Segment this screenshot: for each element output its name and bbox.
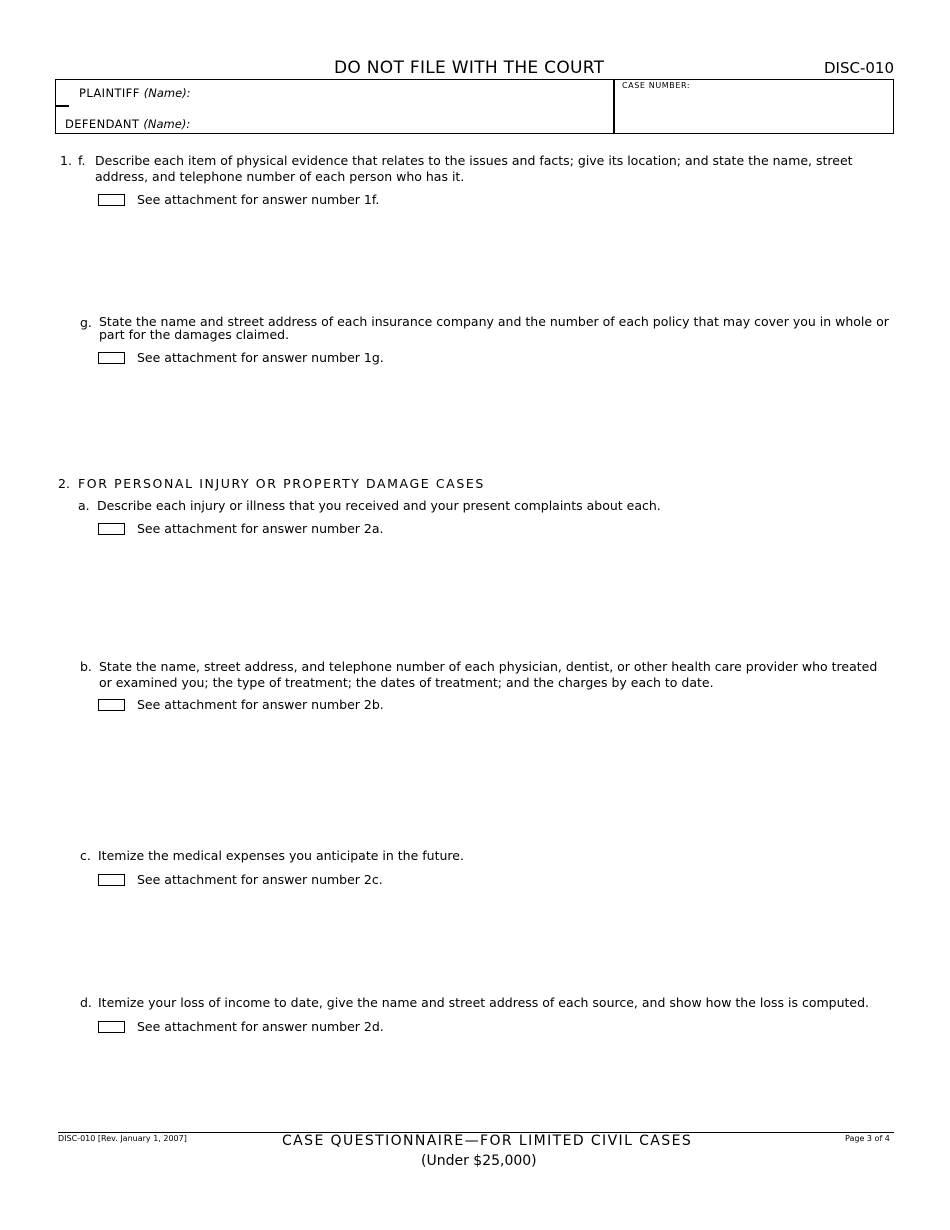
caption-box — [55, 79, 894, 134]
section-heading: FOR PERSONAL INJURY OR PROPERTY DAMAGE CASES — [78, 476, 485, 491]
footer-revision: DISC-010 [Rev. January 1, 2007] — [58, 1134, 187, 1143]
attachment-2a[interactable] — [98, 521, 384, 536]
page-number: Page 3 of 4 — [845, 1134, 890, 1143]
question-1f-text: Describe each item of physical evidence that relates to the issues and facts; give its location; and state the name, street address, and telephone number of each person who has it. — [95, 153, 853, 184]
section-number: 2. — [58, 476, 70, 491]
question-letter: b. — [80, 659, 92, 674]
attachment-2c[interactable] — [98, 872, 383, 887]
checkbox[interactable] — [98, 194, 125, 206]
question-2d-text: Itemize your loss of income to date, give the name and street address of each source, and show how the loss is computed. — [98, 995, 870, 1010]
footer-title: CASE QUESTIONNAIRE—FOR LIMITED CIVIL CASES — [282, 1133, 693, 1149]
checkbox[interactable] — [98, 699, 125, 711]
caption-divider — [613, 80, 615, 133]
attachment-2b[interactable] — [98, 697, 384, 712]
checkbox[interactable] — [98, 874, 125, 886]
question-letter: c. — [80, 848, 91, 863]
attachment-label: See attachment for answer number 1g. — [137, 350, 384, 365]
plaintiff-field[interactable] — [79, 86, 191, 100]
attachment-label: See attachment for answer number 2c. — [137, 872, 383, 887]
checkbox[interactable] — [98, 352, 125, 364]
caption-tick — [56, 105, 69, 107]
attachment-label: See attachment for answer number 2a. — [137, 521, 384, 536]
footer-subtitle: (Under $25,000) — [421, 1153, 537, 1169]
question-letter: d. — [80, 995, 92, 1010]
case-number-label: CASE NUMBER: — [622, 81, 691, 90]
defendant-name-hint: (Name): — [143, 117, 191, 131]
plaintiff-name-hint: (Name): — [143, 86, 191, 100]
defendant-field[interactable] — [65, 117, 190, 131]
attachment-label: See attachment for answer number 2b. — [137, 697, 384, 712]
question-2c-text: Itemize the medical expenses you anticipate in the future. — [98, 848, 464, 863]
attachment-1g[interactable] — [98, 350, 384, 365]
question-number: 1. — [60, 153, 72, 168]
defendant-label: DEFENDANT — [65, 117, 140, 131]
checkbox[interactable] — [98, 1021, 125, 1033]
attachment-label: See attachment for answer number 2d. — [137, 1019, 384, 1034]
page-title: DO NOT FILE WITH THE COURT — [334, 58, 605, 78]
question-1g-text: State the name and street address of each insurance company and the number of each policy that may cover you in whole or part for the damages claimed. — [99, 314, 889, 342]
question-letter: a. — [78, 498, 90, 513]
question-2b-text: State the name, street address, and telephone number of each physician, dentist, or other health care provider who treated or examined you; the type of treatment; the dates of treatment; and the charges by each to date. — [99, 659, 878, 690]
question-letter: f. — [78, 153, 86, 168]
attachment-1f[interactable] — [98, 192, 379, 207]
question-2a-text: Describe each injury or illness that you received and your present complaints about each. — [97, 498, 661, 513]
form-number: DISC-010 — [824, 59, 895, 77]
plaintiff-label: PLAINTIFF — [79, 86, 140, 100]
checkbox[interactable] — [98, 523, 125, 535]
attachment-label: See attachment for answer number 1f. — [137, 192, 380, 207]
attachment-2d[interactable] — [98, 1019, 384, 1034]
question-letter: g. — [80, 315, 92, 330]
